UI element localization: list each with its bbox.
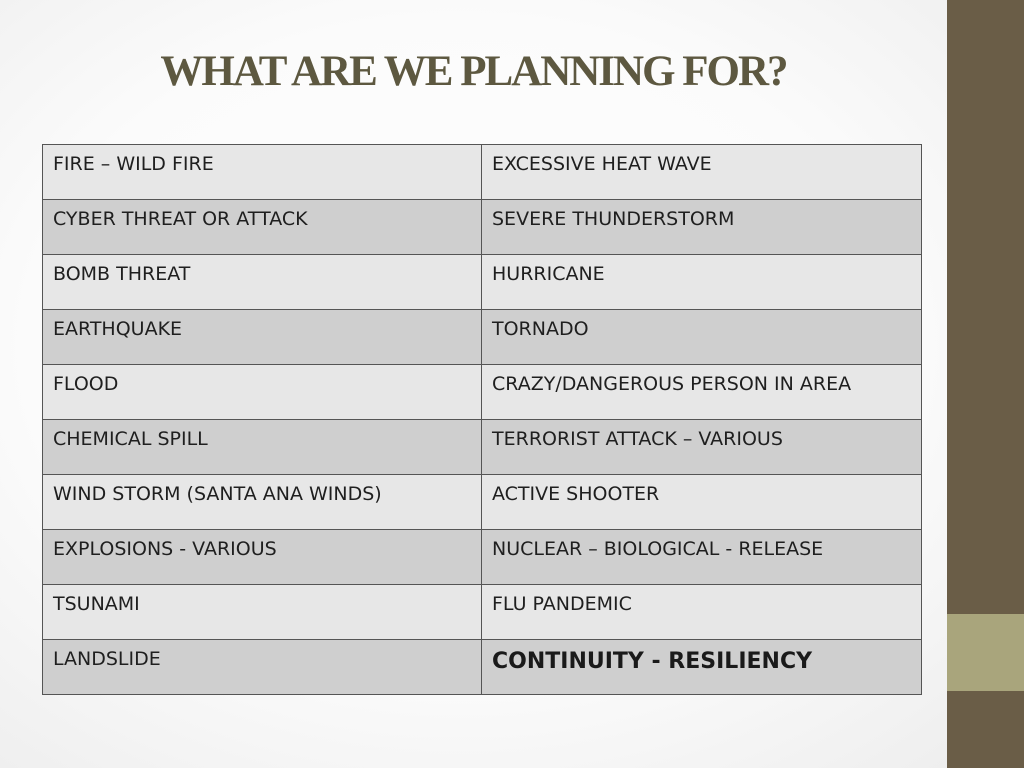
- table-row: [43, 365, 922, 420]
- table-cell-right: HURRICANE: [482, 255, 922, 310]
- table-row: [43, 200, 922, 255]
- table-cell-left: TSUNAMI: [43, 585, 482, 640]
- slide-title: WHAT ARE WE PLANNING FOR?: [160, 48, 787, 95]
- table-cell-right: TERRORIST ATTACK – VARIOUS: [482, 420, 922, 475]
- table-cell-right: CRAZY/DANGEROUS PERSON IN AREA: [482, 365, 922, 420]
- table-cell-right: TORNADO: [482, 310, 922, 365]
- table-cell-right: ACTIVE SHOOTER: [482, 475, 922, 530]
- table-cell-left: CHEMICAL SPILL: [43, 420, 482, 475]
- table-row: [43, 255, 922, 310]
- table-cell-left: FIRE – WILD FIRE: [43, 145, 482, 200]
- table-cell-left: BOMB THREAT: [43, 255, 482, 310]
- table-cell-right: SEVERE THUNDERSTORM: [482, 200, 922, 255]
- table-cell-left: CYBER THREAT OR ATTACK: [43, 200, 482, 255]
- table-cell-left: EXPLOSIONS - VARIOUS: [43, 530, 482, 585]
- table-cell-right: NUCLEAR – BIOLOGICAL - RELEASE: [482, 530, 922, 585]
- table-row: [43, 310, 922, 365]
- table-cell-right: FLU PANDEMIC: [482, 585, 922, 640]
- table-row: [43, 585, 922, 640]
- table-row: [43, 475, 922, 530]
- table-cell-left: EARTHQUAKE: [43, 310, 482, 365]
- table-cell-left: WIND STORM (SANTA ANA WINDS): [43, 475, 482, 530]
- table-cell-left: FLOOD: [43, 365, 482, 420]
- table-row: [43, 530, 922, 585]
- table-cell-left: LANDSLIDE: [43, 640, 482, 695]
- table-row: [43, 145, 922, 200]
- sidebar-accent-block: [947, 614, 1024, 691]
- table-row: [43, 640, 922, 695]
- table-row: [43, 420, 922, 475]
- table-cell-right-emphasis: CONTINUITY - RESILIENCY: [482, 640, 922, 695]
- table-cell-right: EXCESSIVE HEAT WAVE: [482, 145, 922, 200]
- hazards-table: [42, 144, 922, 695]
